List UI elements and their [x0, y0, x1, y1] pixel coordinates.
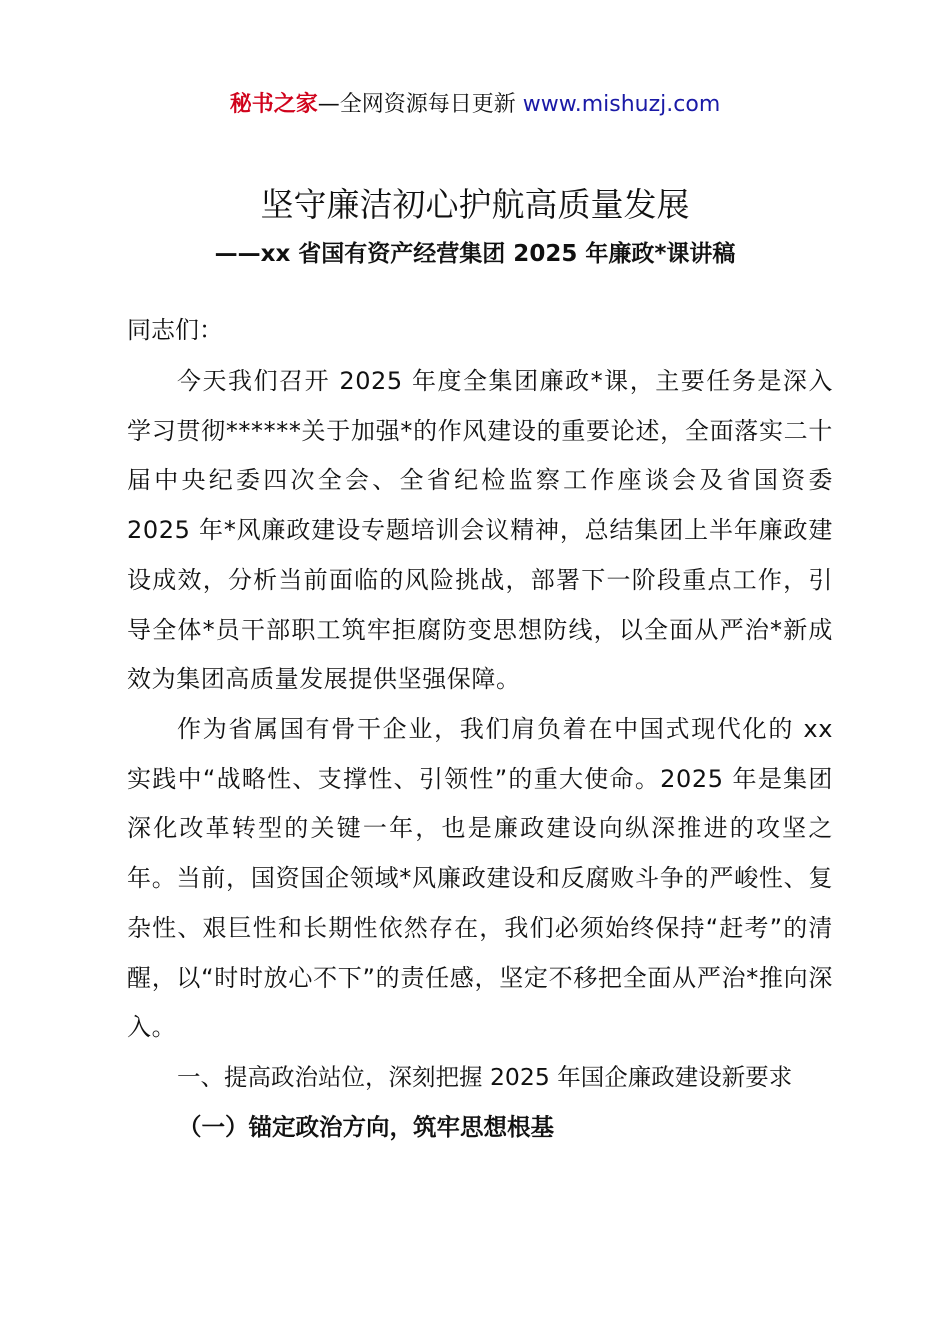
- header-tagline: —全网资源每日更新: [317, 92, 523, 117]
- document-subtitle: ——xx 省国有资产经营集团 2025 年廉政*课讲稿: [214, 241, 736, 267]
- salutation: 同志们：: [127, 316, 223, 344]
- subsection-heading: （一）锚定政治方向，筑牢思想根基: [178, 1113, 554, 1141]
- body-paragraph: 今天我们召开 2025 年度全集团廉政*课，主要任务是深入学习贯彻******关于加强*的作风建设的重要论述，全面落实二十届中央纪委四次全会、全省纪检监察工作座谈会及省国资委 2025 年*风廉政建设专题培训会议精神，总结集团上半年廉政建设成效，分析当前面临的风险挑战，部署下一阶段重点工作，引导全体*员干部职工筑牢拒腐防变思想防线，以全面从严治*新成效为集团高质量发展提供坚强保障。: [127, 367, 833, 694]
- site-header: [0, 88, 950, 122]
- document-title: 坚守廉洁初心护航高质量发展: [260, 185, 690, 224]
- section-heading: 一、提高政治站位，深刻把握 2025 年国企廉政建设新要求: [177, 1063, 793, 1091]
- site-url-link[interactable]: www.mishuzj.com: [522, 92, 721, 117]
- brand-name: 秘书之家: [229, 92, 318, 117]
- body-paragraph: 作为省属国有骨干企业，我们肩负着在中国式现代化的 xx 实践中“战略性、支撑性、引领性”的重大使命。2025 年是集团深化改革转型的关键一年，也是廉政建设向纵深推进的攻坚之年。当前，国资国企领域*风廉政建设和反腐败斗争的严峻性、复杂性、艰巨性和长期性依然存在，我们必须始终保持“赶考”的清醒，以“时时放心不下”的责任感，坚定不移把全面从严治*推向深入。: [127, 715, 833, 1042]
